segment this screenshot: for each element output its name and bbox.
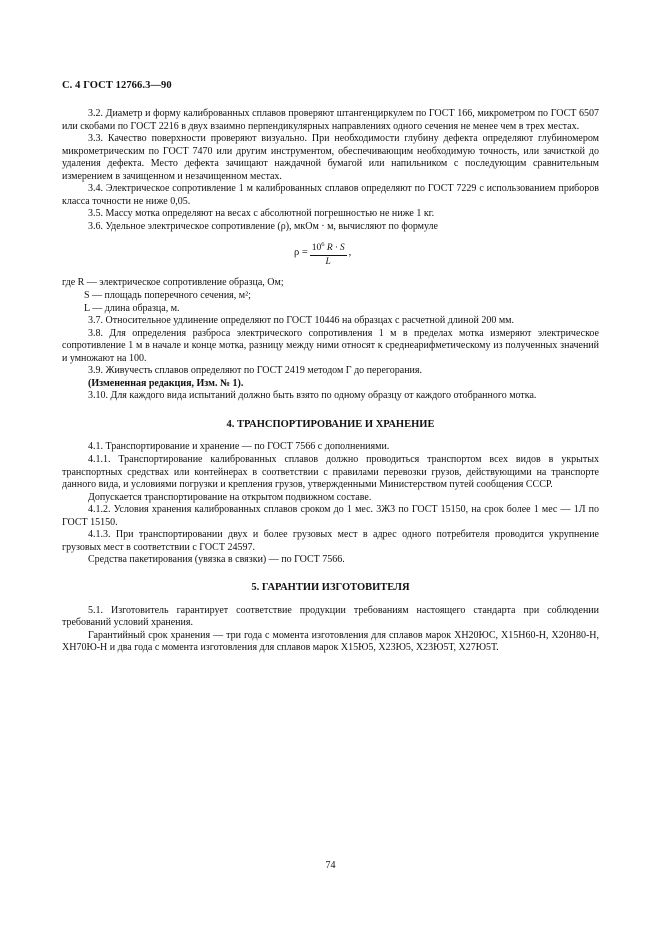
paragraph-4-1-2: 4.1.2. Условия хранения калиброванных сплавов сроком до 1 мес. 3Ж3 по ГОСТ 15150, на срок более 1 мес — 1Л по ГОСТ 15150. [62, 504, 599, 528]
paragraph-4-1-1-b: Допускается транспортирование на открытом подвижном составе. [88, 491, 372, 503]
where-l: L — длина образца, м. [84, 302, 180, 314]
paragraph-3-6: 3.6. Удельное электрическое сопротивление (ρ), мкОм · м, вычисляют по формуле [88, 220, 438, 232]
paragraph-3-3: 3.3. Качество поверхности проверяют визуально. При необходимости глубину дефекта определяют глубиномером микрометрическим по ГОСТ 7470 или другим инструментом, обеспечивающим необходимую точность, или зачисткой до удаления дефекта. Место дефекта зачищают наждачной бумагой или напильником с последующим сравнительным измерением в зачищенном и незачищенном местах. [62, 133, 599, 182]
paragraph-3-10: 3.10. Для каждого вида испытаний должно быть взято по одному образцу от каждого отобранного мотка. [88, 390, 537, 402]
document-body [62, 108, 599, 655]
where-r: где R — электрическое сопротивление образца, Ом; [62, 277, 284, 289]
paragraph-3-9: 3.9. Живучесть сплавов определяют по ГОСТ 2419 методом Г до перегорания. [88, 365, 422, 377]
section-5-title: 5. ГАРАНТИИ ИЗГОТОВИТЕЛЯ [251, 581, 410, 593]
paragraph-3-8: 3.8. Для определения разброса электрического сопротивления 1 м в пределах мотка измеряют электрическое сопротивление 1 м в начале и конце мотка, разницу между ними относят к среднеарифметическому из полученных значений и умножают на 100. [62, 327, 599, 364]
formula-denominator: L [325, 256, 331, 267]
formula-lhs: ρ = [294, 247, 308, 259]
formula-num-rest: R · S [324, 243, 345, 254]
paragraph-3-2: 3.2. Диаметр и форму калиброванных сплавов проверяют штангенциркулем по ГОСТ 166, микрометром по ГОСТ 6507 или скобами по ГОСТ 2216 в двух взаимно перпендикулярных направлениях одного сечения не менее чем в трех местах. [62, 108, 599, 132]
paragraph-4-1: 4.1. Транспортирование и хранение — по ГОСТ 7566 с дополнениями. [88, 441, 390, 453]
paragraph-4-1-3-b: Средства пакетирования (увязка в связки) — по ГОСТ 7566. [88, 554, 345, 566]
paragraph-3-7: 3.7. Относительное удлинение определяют по ГОСТ 10446 на образцах с расчетной длиной 200 мм. [88, 315, 514, 327]
formula-tail: , [348, 247, 352, 259]
where-s: S — площадь поперечного сечения, м²; [84, 290, 251, 302]
resistivity-formula [62, 233, 599, 277]
formula-numerator [310, 239, 347, 255]
formula-num-exp: 6 [321, 241, 325, 249]
formula-num-coef: 10 [311, 243, 322, 254]
paragraph-4-1-3: 4.1.3. При транспортировании двух и более грузовых мест в адрес одного потребителя проводится укрупнение грузовых мест в соответствии с ГОСТ 24597. [62, 529, 599, 553]
paragraph-3-4: 3.4. Электрическое сопротивление 1 м калиброванных сплавов определяют по ГОСТ 7229 с использованием приборов класса точности не ниже 0,05. [62, 183, 599, 207]
formula-fraction [310, 239, 347, 267]
paragraph-5-1: 5.1. Изготовитель гарантирует соответствие продукции требованиям настоящего стандарта при соблюдении требований условий хранения. [62, 604, 599, 629]
page-number: 74 [325, 860, 336, 871]
paragraph-4-1-1: 4.1.1. Транспортирование калиброванных сплавов должно проводиться транспортом всех видов в укрытых транспортных средствах или контейнерах в соответствии с правилами перевозки грузов, действующими на транспорте данного вида, и условиями погрузки и крепления грузов, утвержденными Министерством путей сообщения СССР. [62, 454, 599, 491]
section-4-title: 4. ТРАНСПОРТИРОВАНИЕ И ХРАНЕНИЕ [226, 418, 435, 430]
page-header: С. 4 ГОСТ 12766.3—90 [62, 80, 172, 91]
amendment-note: (Измененная редакция, Изм. № 1). [88, 377, 244, 389]
paragraph-5-1-b: Гарантийный срок хранения — три года с момента изготовления для сплавов марок ХН20ЮС, Х15Н60-Н, Х20Н80-Н, ХН70Ю-Н и два года с момента изготовления для сплавов марок Х15Ю5, Х23Ю5, Х23Ю5Т, Х27Ю5Т. [62, 629, 599, 654]
paragraph-3-5: 3.5. Массу мотка определяют на весах с абсолютной погрешностью не ниже 1 кг. [88, 208, 435, 220]
